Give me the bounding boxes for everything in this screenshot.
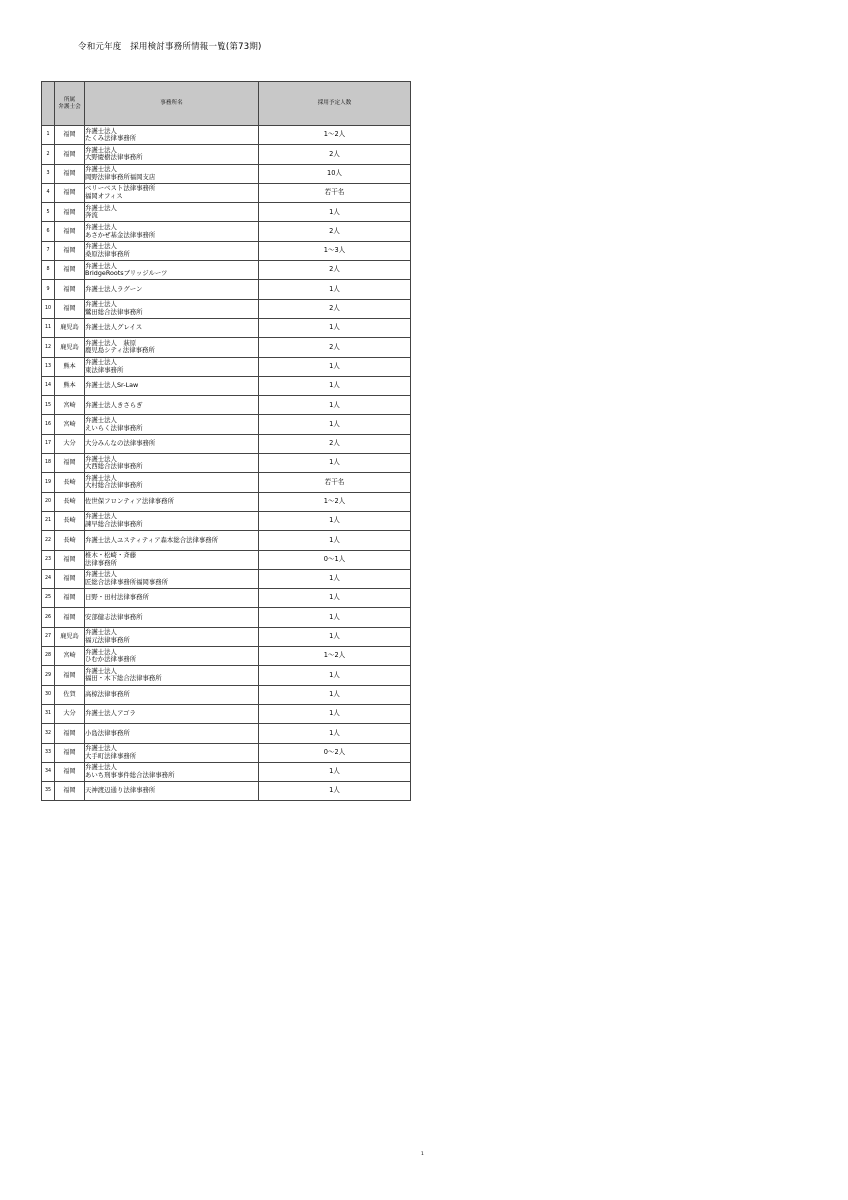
- hiring-count-cell: 1人: [259, 627, 411, 646]
- office-name-line-1: 弁護士法人: [85, 744, 117, 753]
- header-bar-association: [55, 82, 85, 126]
- office-name-cell: [85, 473, 259, 492]
- row-number: 7: [42, 241, 55, 260]
- row-number: 21: [42, 511, 55, 530]
- office-name-line-1: 弁護士法人 萩原: [85, 338, 137, 347]
- bar-association-cell: 宮崎: [55, 647, 85, 666]
- bar-association-cell: 福岡: [55, 203, 85, 222]
- hiring-count-cell: 1～2人: [259, 126, 411, 145]
- table-row: [42, 762, 411, 781]
- header-bar-association-line: 弁護士会: [58, 103, 81, 110]
- office-name-line-1: 小島法律事務所: [85, 728, 130, 737]
- table-row: [42, 589, 411, 608]
- hiring-count-cell: 1人: [259, 531, 411, 550]
- office-name-line-2: 大西総合法律事務所: [85, 462, 143, 471]
- row-number: 13: [42, 357, 55, 376]
- row-number: 17: [42, 434, 55, 453]
- office-name-cell: [85, 704, 259, 723]
- office-name-line-1: 安部健志法律事務所: [85, 612, 143, 621]
- office-name-line-2: 岡野法律事務所福岡支店: [85, 172, 156, 181]
- row-number: 32: [42, 724, 55, 743]
- bar-association-cell: 熊本: [55, 376, 85, 395]
- bar-association-cell: 長崎: [55, 492, 85, 511]
- row-number: 23: [42, 550, 55, 569]
- table-row: [42, 434, 411, 453]
- bar-association-cell: 福岡: [55, 261, 85, 280]
- table-row: [42, 550, 411, 569]
- row-number: 15: [42, 396, 55, 415]
- bar-association-cell: 福岡: [55, 743, 85, 762]
- table-row: [42, 647, 411, 666]
- office-name-line-1: 椎木・松崎・斉藤: [85, 551, 137, 560]
- office-name-cell: [85, 569, 259, 588]
- row-number: 29: [42, 666, 55, 685]
- hiring-count-cell: 1人: [259, 685, 411, 704]
- table-row: [42, 724, 411, 743]
- hiring-count-cell: 2人: [259, 299, 411, 318]
- office-name-line-1: 弁護士法人アゴラ: [85, 709, 136, 718]
- hiring-count-cell: 1人: [259, 511, 411, 530]
- office-name-cell: [85, 454, 259, 473]
- office-name-line-1: 弁護士法人: [85, 165, 117, 174]
- office-name-cell: [85, 318, 259, 337]
- row-number: 8: [42, 261, 55, 280]
- table-row: [42, 338, 411, 357]
- bar-association-cell: 熊本: [55, 357, 85, 376]
- office-name-line-2: あさかぜ基金法律事務所: [85, 230, 156, 239]
- row-number: 11: [42, 318, 55, 337]
- office-name-line-2: 匠総合法律事務所福岡事務所: [85, 577, 169, 586]
- table-body: [42, 126, 411, 801]
- office-name-line-2: 大村総合法律事務所: [85, 481, 143, 490]
- row-number: 25: [42, 589, 55, 608]
- office-name-cell: [85, 203, 259, 222]
- office-name-line-1: 弁護士法人: [85, 473, 117, 482]
- office-name-cell: [85, 338, 259, 357]
- office-name-line-1: 大分みんなの法律事務所: [85, 439, 156, 448]
- row-number: 24: [42, 569, 55, 588]
- row-number: 18: [42, 454, 55, 473]
- office-name-line-1: 高椋法律事務所: [85, 689, 130, 698]
- table-row: [42, 743, 411, 762]
- office-name-line-1: 天神渡辺通り法律事務所: [85, 786, 156, 795]
- bar-association-cell: 福岡: [55, 164, 85, 183]
- office-name-line-2: えいらく法律事務所: [85, 423, 143, 432]
- table-row: [42, 376, 411, 395]
- office-name-line-1: 弁護士法人: [85, 126, 117, 135]
- table-row: [42, 511, 411, 530]
- table-row: [42, 357, 411, 376]
- hiring-count-cell: 2人: [259, 434, 411, 453]
- bar-association-cell: 長崎: [55, 531, 85, 550]
- office-name-line-1: 弁護士法人きさらぎ: [85, 400, 143, 409]
- header-hiring-count: 採用予定人数: [259, 82, 411, 126]
- table-row: [42, 569, 411, 588]
- header-office-name: 事務所名: [85, 82, 259, 126]
- hiring-count-cell: 1～3人: [259, 241, 411, 260]
- office-name-line-2: 奔流: [85, 211, 98, 220]
- row-number: 1: [42, 126, 55, 145]
- office-name-cell: [85, 357, 259, 376]
- office-name-cell: [85, 222, 259, 241]
- row-number: 22: [42, 531, 55, 550]
- bar-association-cell: 佐賀: [55, 685, 85, 704]
- office-name-line-2: 東法律事務所: [85, 365, 124, 374]
- bar-association-cell: 福岡: [55, 126, 85, 145]
- office-name-line-2: 諫早総合法律事務所: [85, 520, 143, 529]
- hiring-count-cell: 10人: [259, 164, 411, 183]
- bar-association-cell: 長崎: [55, 511, 85, 530]
- office-name-line-2: たくみ法律事務所: [85, 134, 137, 143]
- hiring-count-cell: 0～2人: [259, 743, 411, 762]
- office-name-line-1: 弁護士法人: [85, 358, 117, 367]
- row-number: 26: [42, 608, 55, 627]
- office-name-line-1: 弁護士法人: [85, 242, 117, 251]
- office-name-cell: [85, 762, 259, 781]
- hiring-count-cell: 1人: [259, 704, 411, 723]
- table-row: [42, 261, 411, 280]
- office-name-line-1: 弁護士法人: [85, 570, 117, 579]
- row-number: 9: [42, 280, 55, 299]
- bar-association-cell: 福岡: [55, 299, 85, 318]
- row-number: 33: [42, 743, 55, 762]
- office-table: [41, 81, 411, 801]
- office-name-line-1: 弁護士法人ユスティティア森本総合法律事務所: [85, 535, 219, 544]
- bar-association-cell: 福岡: [55, 589, 85, 608]
- office-name-cell: [85, 145, 259, 164]
- office-name-cell: [85, 280, 259, 299]
- table-row: [42, 280, 411, 299]
- office-name-line-1: 弁護士法人Sr-Law: [85, 381, 139, 390]
- office-name-cell: [85, 434, 259, 453]
- table-row: [42, 782, 411, 801]
- table-row: [42, 666, 411, 685]
- header-bar-association-line: 所属: [63, 96, 76, 103]
- office-name-cell: [85, 550, 259, 569]
- office-name-line-2: 大野慶樹法律事務所: [85, 153, 143, 162]
- office-name-cell: [85, 647, 259, 666]
- header-bar-association-label: [55, 97, 84, 111]
- bar-association-cell: 福岡: [55, 782, 85, 801]
- office-name-cell: [85, 241, 259, 260]
- office-name-cell: [85, 492, 259, 511]
- office-name-cell: [85, 724, 259, 743]
- table-row: [42, 627, 411, 646]
- office-name-line-1: 日野・田村法律事務所: [85, 593, 149, 602]
- office-name-line-1: 弁護士法人: [85, 261, 117, 270]
- office-name-line-1: 弁護士法人: [85, 628, 117, 637]
- office-name-line-2: 法律事務所: [85, 558, 117, 567]
- office-name-line-1: 弁護士法人: [85, 416, 117, 424]
- office-name-cell: [85, 608, 259, 627]
- office-name-line-1: 弁護士法人: [85, 223, 117, 232]
- office-name-line-1: 弁護士法人: [85, 300, 117, 309]
- office-name-line-2: 福元法律事務所: [85, 635, 130, 644]
- bar-association-cell: 長崎: [55, 473, 85, 492]
- row-number: 6: [42, 222, 55, 241]
- row-number: 19: [42, 473, 55, 492]
- bar-association-cell: 大分: [55, 434, 85, 453]
- bar-association-cell: 福岡: [55, 145, 85, 164]
- header-no: [42, 82, 55, 126]
- row-number: 3: [42, 164, 55, 183]
- office-name-line-2: BridgeRootsブリッジルーツ: [85, 269, 168, 278]
- bar-association-cell: 鹿児島: [55, 318, 85, 337]
- table-row: [42, 183, 411, 202]
- office-name-line-2: 大手町法律事務所: [85, 751, 137, 760]
- office-name-cell: [85, 531, 259, 550]
- bar-association-cell: 宮崎: [55, 415, 85, 434]
- hiring-count-cell: 1人: [259, 569, 411, 588]
- hiring-count-cell: 1人: [259, 318, 411, 337]
- hiring-count-cell: 1人: [259, 415, 411, 434]
- hiring-count-cell: 1人: [259, 724, 411, 743]
- table-row: [42, 318, 411, 337]
- table-row: [42, 415, 411, 434]
- office-name-line-1: ベリーベスト法律事務所: [85, 184, 156, 193]
- document-title: 令和元年度 採用検討事務所情報一覧(第73期): [78, 42, 262, 52]
- office-name-line-1: 弁護士法人: [85, 512, 117, 521]
- row-number: 16: [42, 415, 55, 434]
- bar-association-cell: 福岡: [55, 280, 85, 299]
- office-name-cell: [85, 782, 259, 801]
- office-name-cell: [85, 511, 259, 530]
- table-row: [42, 299, 411, 318]
- hiring-count-cell: 0～1人: [259, 550, 411, 569]
- office-name-cell: [85, 743, 259, 762]
- table-header-row: [42, 82, 411, 126]
- office-name-line-1: 弁護士法人グレイス: [85, 323, 143, 332]
- row-number: 14: [42, 376, 55, 395]
- bar-association-cell: 福岡: [55, 222, 85, 241]
- office-name-cell: [85, 396, 259, 415]
- row-number: 27: [42, 627, 55, 646]
- row-number: 31: [42, 704, 55, 723]
- table-row: [42, 685, 411, 704]
- hiring-count-cell: 2人: [259, 338, 411, 357]
- table-row: [42, 241, 411, 260]
- hiring-count-cell: 若干名: [259, 183, 411, 202]
- hiring-count-cell: 1人: [259, 608, 411, 627]
- office-name-cell: [85, 261, 259, 280]
- page-number: 1: [421, 1152, 424, 1157]
- table-row: [42, 145, 411, 164]
- table-row: [42, 396, 411, 415]
- office-name-line-1: 弁護士法人: [85, 454, 117, 463]
- bar-association-cell: 福岡: [55, 762, 85, 781]
- row-number: 2: [42, 145, 55, 164]
- row-number: 4: [42, 183, 55, 202]
- office-name-cell: [85, 685, 259, 704]
- office-name-cell: [85, 299, 259, 318]
- office-name-line-1: 弁護士法人: [85, 145, 117, 154]
- table-row: [42, 473, 411, 492]
- hiring-count-cell: 1～2人: [259, 647, 411, 666]
- office-name-line-1: 弁護士法人: [85, 647, 117, 656]
- hiring-count-cell: 2人: [259, 145, 411, 164]
- row-number: 30: [42, 685, 55, 704]
- table-row: [42, 531, 411, 550]
- table-row: [42, 704, 411, 723]
- row-number: 5: [42, 203, 55, 222]
- office-name-line-2: 鹿児島シティ法律事務所: [85, 346, 155, 355]
- office-name-line-1: 弁護士法人ラグーン: [85, 284, 143, 293]
- office-name-line-2: 福岡オフィス: [85, 192, 123, 201]
- table-row: [42, 608, 411, 627]
- office-name-line-2: 桑原法律事務所: [85, 249, 130, 258]
- bar-association-cell: 大分: [55, 704, 85, 723]
- office-name-line-2: 福田・木下総合法律事務所: [85, 674, 162, 683]
- row-number: 20: [42, 492, 55, 511]
- row-number: 12: [42, 338, 55, 357]
- bar-association-cell: 宮崎: [55, 396, 85, 415]
- bar-association-cell: 福岡: [55, 666, 85, 685]
- table-row: [42, 164, 411, 183]
- row-number: 35: [42, 782, 55, 801]
- bar-association-cell: 鹿児島: [55, 338, 85, 357]
- hiring-count-cell: 1人: [259, 357, 411, 376]
- office-name-cell: [85, 666, 259, 685]
- table-row: [42, 126, 411, 145]
- office-name-line-1: 弁護士法人: [85, 203, 117, 212]
- hiring-count-cell: 1人: [259, 376, 411, 395]
- office-name-cell: [85, 627, 259, 646]
- bar-association-cell: 福岡: [55, 183, 85, 202]
- office-name-cell: [85, 126, 259, 145]
- hiring-count-cell: 1人: [259, 589, 411, 608]
- hiring-count-cell: 2人: [259, 261, 411, 280]
- office-name-line-2: 鷺田総合法律事務所: [85, 307, 143, 316]
- hiring-count-cell: 1人: [259, 454, 411, 473]
- table-row: [42, 492, 411, 511]
- office-name-line-1: 佐世保フロンティア法律事務所: [85, 496, 174, 505]
- row-number: 34: [42, 762, 55, 781]
- hiring-count-cell: 1人: [259, 666, 411, 685]
- office-name-cell: [85, 183, 259, 202]
- table-row: [42, 222, 411, 241]
- hiring-count-cell: 若干名: [259, 473, 411, 492]
- hiring-count-cell: 1人: [259, 203, 411, 222]
- row-number: 10: [42, 299, 55, 318]
- office-name-cell: [85, 589, 259, 608]
- table-row: [42, 203, 411, 222]
- hiring-count-cell: 1人: [259, 762, 411, 781]
- office-name-line-1: 弁護士法人: [85, 763, 117, 772]
- office-name-line-1: 弁護士法人: [85, 666, 117, 675]
- bar-association-cell: 福岡: [55, 608, 85, 627]
- hiring-count-cell: 2人: [259, 222, 411, 241]
- office-name-line-2: ひむか法律事務所: [85, 655, 137, 664]
- hiring-count-cell: 1人: [259, 396, 411, 415]
- hiring-count-cell: 1～2人: [259, 492, 411, 511]
- table-row: [42, 454, 411, 473]
- hiring-count-cell: 1人: [259, 782, 411, 801]
- bar-association-cell: 福岡: [55, 569, 85, 588]
- office-name-cell: [85, 376, 259, 395]
- bar-association-cell: 福岡: [55, 724, 85, 743]
- office-name-cell: [85, 415, 259, 434]
- bar-association-cell: 福岡: [55, 454, 85, 473]
- office-name-line-2: あいち刑事事件総合法律事務所: [85, 770, 175, 779]
- office-name-cell: [85, 164, 259, 183]
- bar-association-cell: 鹿児島: [55, 627, 85, 646]
- row-number: 28: [42, 647, 55, 666]
- bar-association-cell: 福岡: [55, 550, 85, 569]
- bar-association-cell: 福岡: [55, 241, 85, 260]
- hiring-count-cell: 1人: [259, 280, 411, 299]
